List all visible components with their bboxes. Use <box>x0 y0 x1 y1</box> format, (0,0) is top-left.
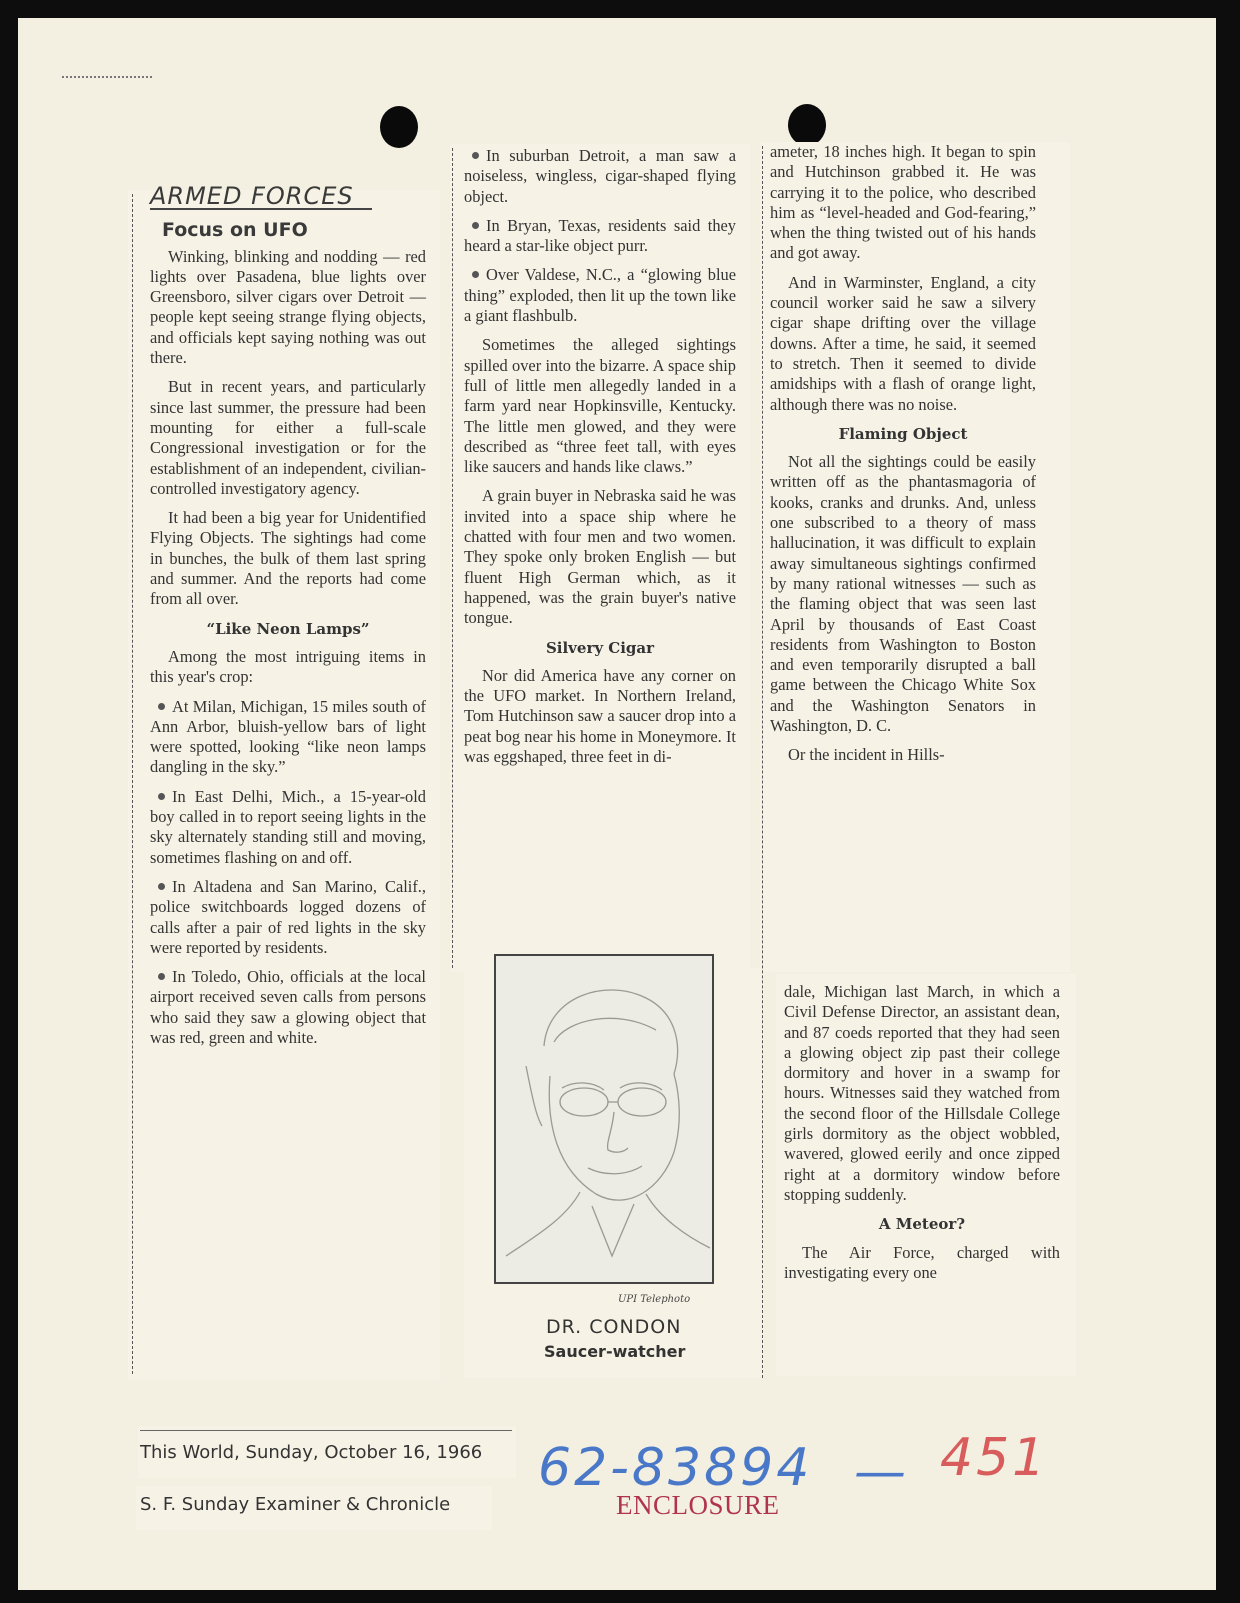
paragraph: Not all the sightings could be easily written off as the phantasmagoria of kooks, cranks and drunks. And, unless one subscribed to a theory of mass hallucination, it was difficult to explain away simultaneous sightings confirmed by many rational witnesses — such as the flaming object that was seen last April by thousands of East Coast residents from Washington to Boston and even temporarily disrupted a ball game between the Chicago White Sox and the Washington Senators in Washington, D. C. <box>770 452 1036 736</box>
column-1-left-rule <box>132 194 133 1374</box>
punch-hole-right <box>788 104 826 146</box>
paragraph: A grain buyer in Nebraska said he was invited into a space ship where he chatted with four men and two women. They spoke only broken English — but fluent High German which, as it happened, was the grain buyer's native tongue. <box>464 486 736 628</box>
photo-caption: Saucer-watcher <box>544 1342 686 1361</box>
column-2-left-rule <box>452 148 453 968</box>
bullet-icon <box>158 883 165 890</box>
photo-caption-name: DR. CONDON <box>546 1316 682 1338</box>
article-title: Focus on UFO <box>162 219 308 242</box>
photo-credit: UPI Telephoto <box>618 1294 691 1305</box>
bullet-icon <box>472 152 479 159</box>
paragraph: Or the incident in Hills- <box>788 745 945 765</box>
bullet-icon <box>158 703 165 710</box>
paragraph: And in Warminster, England, a city council worker said he saw a silvery cigar shape drifting over the village downs. After a time, he said, it seemed to stretch. Then it seemed to divide amidships with a flash of orange light, although there was no noise. <box>770 272 1036 414</box>
source-rule <box>140 1430 512 1431</box>
paragraph: The Air Force, charged with investigating every one <box>784 1242 1060 1282</box>
source-line-1: This World, Sunday, October 16, 1966 <box>140 1442 483 1463</box>
paragraph: But in recent years, and particularly since last summer, the pressure had been mounting for either a full-scale Congressional investigation or for the establishment of an independent, civilian-controlled investigatory agency. <box>150 377 426 498</box>
bullet-icon <box>158 793 165 800</box>
paragraph: Nor did America have any corner on the UFO market. In Northern Ireland, Tom Hutchinson saw a saucer drop into a peat bog near his home in Moneymore. It was eggshaped, three feet in di- <box>464 665 736 767</box>
column-3 <box>770 142 1036 775</box>
stray-marks <box>62 76 152 84</box>
bullet-icon <box>472 222 479 229</box>
paragraph: Winking, blinking and nodding — red lights over Pasadena, blue lights over Greensboro, silver cigars over Detroit — people kept seeing strange flying objects, and officials kept saying nothing was out there. <box>150 246 426 368</box>
column-3-left-rule <box>762 146 763 1378</box>
subheading: Flaming Object <box>838 424 968 443</box>
column-3-continued <box>784 982 1060 1292</box>
bullet-item: At Milan, Michigan, 15 miles south of Ann Arbor, bluish-yellow bars of light were spotted, looking “like neon lamps dangling in the sky.” <box>150 696 426 777</box>
bullet-item: In Altadena and San Marino, Calif., police switchboards logged dozens of calls after a pair of red lights in the sky were reported by residents. <box>150 876 426 957</box>
bullet-item: In suburban Detroit, a man saw a noiseless, wingless, cigar-shaped flying object. <box>464 146 736 206</box>
bullet-item: In Bryan, Texas, residents said they heard a star-like object purr. <box>464 215 736 256</box>
bullet-item: In East Delhi, Mich., a 15-year-old boy called in to report seeing lights in the sky alternately standing still and moving, sometimes flashing on and off. <box>150 786 426 867</box>
subheading: “Like Neon Lamps” <box>206 619 370 638</box>
column-2 <box>464 146 736 776</box>
paragraph: Among the most intriguing items in this year's crop: <box>150 646 426 687</box>
column-1 <box>150 182 426 1057</box>
handwritten-dash: — <box>854 1442 909 1502</box>
document-page <box>18 18 1216 1590</box>
section-header: ARMED FORCES <box>150 186 372 210</box>
enclosure-stamp: ENCLOSURE <box>616 1490 780 1520</box>
bullet-item: Over Valdese, N.C., a “glowing blue thing” exploded, then lit up the town like a giant flashbulb. <box>464 265 736 326</box>
paragraph: ameter, 18 inches high. It began to spin and Hutchinson grabbed it. He was carrying it to the police, who described him as “level-headed and God-fearing,” when the thing twisted out of his hands and got away. <box>770 142 1036 263</box>
bullet-icon <box>158 973 165 980</box>
portrait-sketch <box>496 956 712 1282</box>
paragraph: Sometimes the alleged sightings spilled over into the bizarre. A space ship full of little men allegedly landed in a farm yard near Hopkinsville, Kentucky. The little men glowed, and they were described as “three feet tall, with eyes like saucers and hands like claws.” <box>464 335 736 477</box>
bullet-icon <box>472 271 479 278</box>
paragraph: It had been a big year for Unidentified Flying Objects. The sightings had come in bunches, the bulk of them last spring and summer. And the reports had come from all over. <box>150 508 426 609</box>
subheading: A Meteor? <box>878 1215 966 1234</box>
portrait-photo <box>494 954 714 1284</box>
handwritten-serial: 451 <box>940 1428 1049 1488</box>
subheading: Silvery Cigar <box>545 638 655 657</box>
bullet-item: In Toledo, Ohio, officials at the local airport received seven calls from persons who said they saw a glowing object that was red, green and white. <box>150 967 426 1047</box>
source-line-2: S. F. Sunday Examiner & Chronicle <box>140 1494 451 1515</box>
handwritten-file-number: 62-83894 <box>538 1438 813 1498</box>
paragraph: dale, Michigan last March, in which a Civil Defense Director, an assistant dean, and 87 coeds reported that they had seen a glowing object zip past their college dormitory and hover in a swamp for hours. Witnesses said they watched from the second floor of the Hillsdale College girls dormitory as the object wobbled, wavered, glowed eerily and once zipped right at a dormitory window before stopping suddenly. <box>784 982 1060 1204</box>
punch-hole-left <box>380 106 418 148</box>
